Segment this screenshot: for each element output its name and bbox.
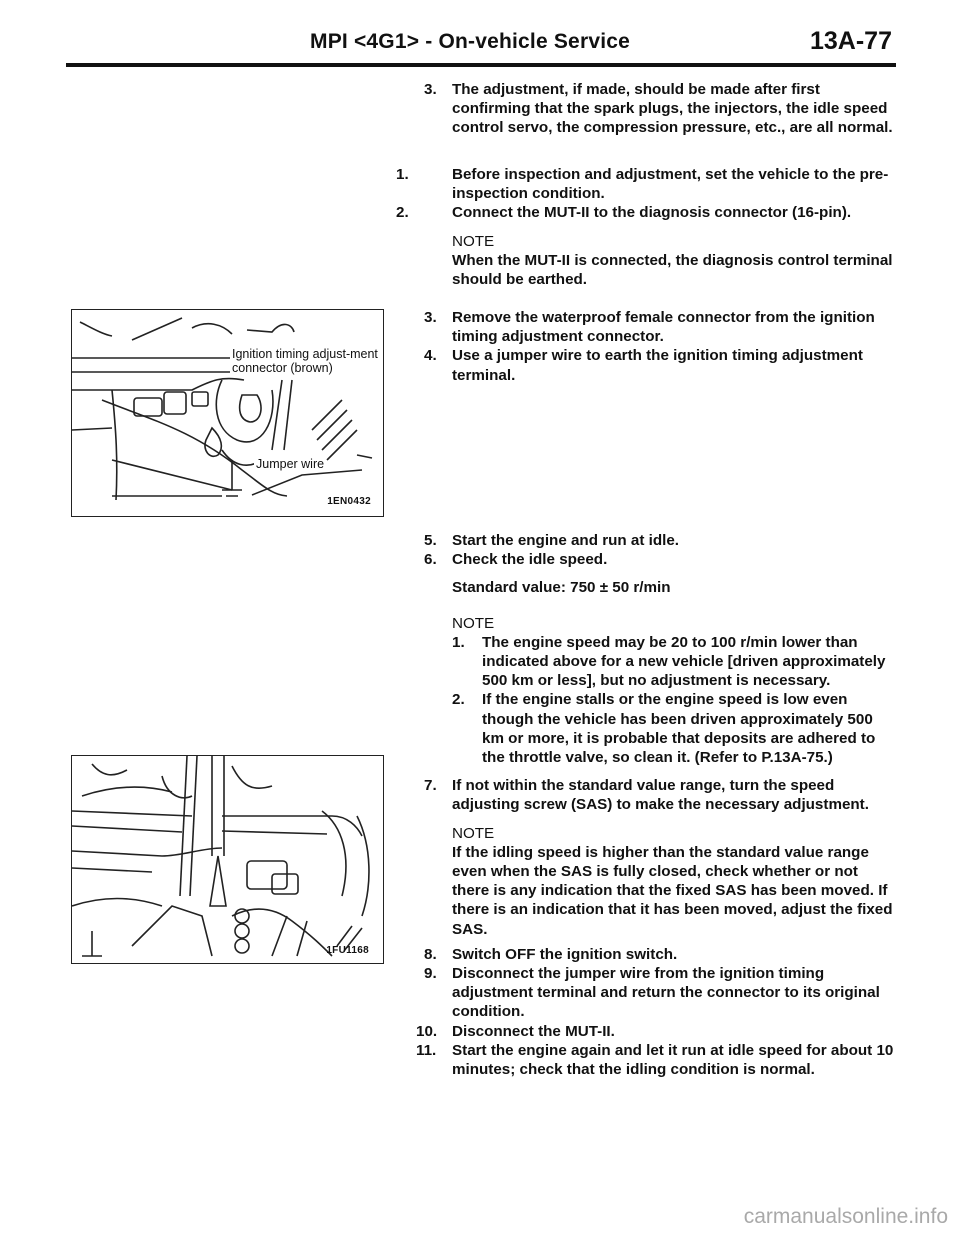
item-text: Disconnect the MUT-II. — [452, 1022, 615, 1040]
item-text: The engine speed may be 20 to 100 r/min lower than indicated above for a new vehicle [driven approximately 500 km or less], but no adjustment is necessary. — [482, 633, 886, 690]
item-text: The adjustment, if made, should be made after first confirming that the spark plugs, the injectors, the idle speed control servo, the compression pressure, etc., are all normal. — [452, 81, 893, 137]
step-item — [424, 964, 896, 1022]
note-label: NOTE — [452, 824, 495, 842]
step-item — [416, 1041, 896, 1079]
step-item — [424, 945, 896, 964]
item-number: 3. — [424, 81, 437, 98]
note-item — [452, 690, 896, 767]
step-item — [396, 165, 896, 203]
item-text: Start the engine again and let it run at idle speed for about 10 minutes; check that the idling condition is normal. — [452, 1041, 894, 1079]
item-text: Use a jumper wire to earth the ignition timing adjustment terminal. — [452, 347, 863, 384]
watermark: carmanualsonline.info — [743, 1205, 948, 1228]
note-text: If the idling speed is higher than the standard value range even when the SAS is fully closed, check whether or not there is any indication that the fixed SAS has been moved. If there is an indication that it has been moved, adjust the fixed SAS. — [452, 843, 893, 938]
item-text: Check the idle speed. — [452, 551, 608, 569]
item-text: Connect the MUT-II to the diagnosis connector (16-pin). — [452, 204, 852, 222]
figure2-illustration — [72, 756, 383, 963]
step-item — [396, 203, 896, 222]
item-number: 11. — [416, 1041, 437, 1059]
text-block-steps-c — [416, 531, 896, 1079]
note-block — [424, 614, 896, 768]
item-number: 1. — [396, 166, 409, 183]
note-text: When the MUT-II is connected, the diagnosis control terminal should be earthed. — [452, 251, 893, 289]
item-text: Remove the waterproof female connector from the ignition timing adjustment connector. — [452, 309, 875, 346]
page-header-title: MPI <4G1> - On-vehicle Service — [310, 30, 630, 53]
item-number: 3. — [424, 309, 437, 326]
item-number: 8. — [424, 945, 437, 963]
note-label: NOTE — [452, 232, 495, 250]
item-number: 6. — [424, 551, 437, 569]
text-block-steps-b — [424, 308, 896, 385]
figure-speed-adjusting-screw — [71, 755, 384, 964]
page-number: 13A-77 — [810, 27, 892, 55]
step-item — [416, 1022, 896, 1041]
figure1-illustration — [72, 310, 383, 516]
item-number: 2. — [452, 691, 465, 709]
step-item — [424, 308, 896, 346]
item-number: 7. — [424, 777, 437, 795]
callout-jumper-wire: Jumper wire — [256, 457, 325, 471]
standard-value: Standard value: 750 ± 50 r/min — [452, 579, 671, 597]
item-number: 4. — [424, 347, 437, 365]
step-item — [424, 550, 896, 569]
item-text: If the engine stalls or the engine speed is low even though the vehicle has been driven approximately 500 km or more, it is probable that deposits are adhered to the throttle valve, so clean it. (Refer to P.13A-75.) — [482, 691, 876, 767]
note-label: NOTE — [452, 614, 495, 632]
text-block-steps-a — [396, 165, 896, 289]
step-item — [424, 531, 896, 550]
callout-connector: Ignition timing adjust-ment connector (brown) — [230, 347, 382, 375]
step-item — [424, 776, 896, 814]
item-number: 9. — [424, 965, 437, 983]
text-block-intro — [424, 80, 896, 138]
figure-ignition-timing-connector — [71, 309, 384, 517]
header-rule — [66, 63, 896, 67]
note-block — [424, 824, 896, 939]
item-text: Disconnect the jumper wire from the ignition timing adjustment terminal and return the connector to its original condition. — [452, 965, 880, 1021]
figure-id: 1EN0432 — [327, 496, 371, 507]
item-number: 5. — [424, 532, 437, 549]
figure-id: 1FU1168 — [326, 945, 369, 956]
item-text: Switch OFF the ignition switch. — [452, 945, 678, 963]
item-number: 1. — [452, 633, 465, 651]
item-number: 10. — [416, 1022, 438, 1040]
intro-item — [424, 80, 896, 138]
note-item — [452, 633, 896, 691]
item-text: Start the engine and run at idle. — [452, 532, 679, 549]
item-text: Before inspection and adjustment, set the vehicle to the pre-inspection condition. — [452, 166, 889, 203]
step-item — [424, 346, 896, 384]
item-text: If not within the standard value range, turn the speed adjusting screw (SAS) to make the necessary adjustment. — [452, 777, 869, 814]
item-number: 2. — [396, 204, 409, 222]
note-block — [424, 232, 896, 290]
